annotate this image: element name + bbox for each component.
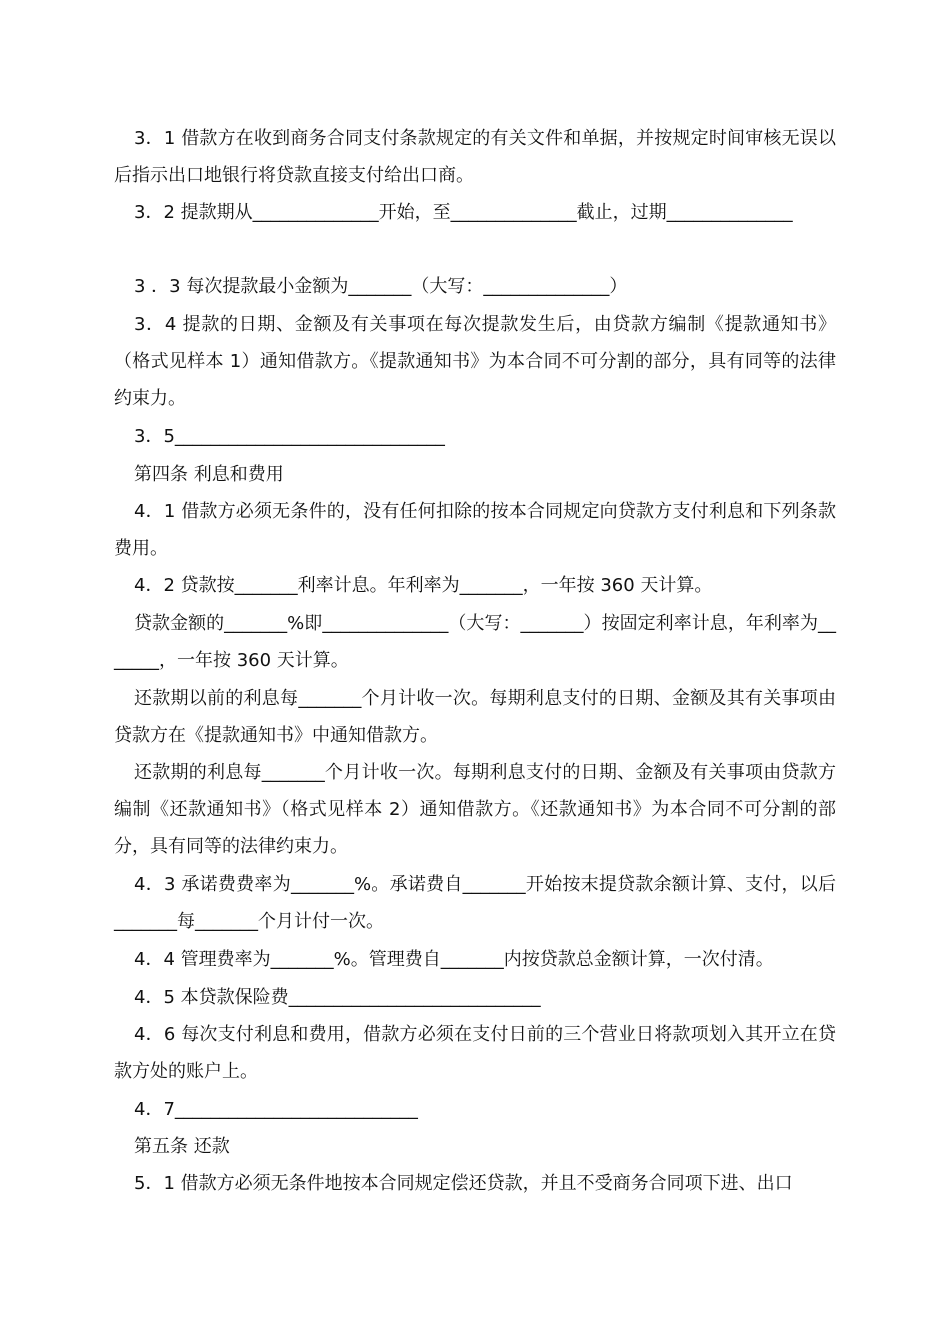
clause-4-3: 4．3 承诺费费率为_______%。承诺费自_______开始按末提贷款余额计算、支付，以后_______每_______个月计付一次。 [114,874,836,932]
clause-3-1: 3．1 借款方在收到商务合同支付条款规定的有关文件和单据，并按规定时间审核无误以后指示出口地银行将贷款直接支付给出口商。 [114,128,836,186]
clause-3-4: 3．4 提款的日期、金额及有关事项在每次提款发生后，由贷款方编制《提款通知书》（格式见样本 1）通知借款方。《提款通知书》为本合同不可分割的部分，具有同等的法律约束力。 [114,314,836,409]
clause-4-2-repayment-interest: 还款期的利息每_______个月计收一次。每期利息支付的日期、金额及有关事项由贷款方编制《还款通知书》（格式见样本 2）通知借款方。《还款通知书》为本合同不可分割的部分，具有同等的法律约束力。 [114,762,836,857]
clause-5-1: 5．1 借款方必须无条件地按本合同规定偿还贷款，并且不受商务合同项下进、出口 [134,1173,793,1194]
clause-4-1: 4．1 借款方必须无条件的，没有任何扣除的按本合同规定向贷款方支付利息和下列条款费用。 [114,501,836,559]
clause-4-2: 4．2 贷款按_______利率计息。年利率为_______，一年按 360 天计算。 [134,575,713,596]
article-5-heading: 第五条 还款 [134,1136,230,1157]
clause-4-5: 4．5 本贷款保险费____________________________ [134,987,541,1008]
article-4-heading: 第四条 利息和费用 [134,464,284,485]
clause-4-7: 4．7___________________________ [134,1099,418,1120]
clause-3-5: 3．5______________________________ [134,426,445,447]
clause-4-2-pre-repayment-interest: 还款期以前的利息每_______个月计收一次。每期利息支付的日期、金额及其有关事项由贷款方在《提款通知书》中通知借款方。 [114,688,836,746]
clause-4-4: 4．4 管理费率为_______%。管理费自_______内按贷款总金额计算，一次付清。 [134,949,774,970]
clause-3-2: 3．2 提款期从______________开始，至______________截止，过期______________ [134,202,793,223]
clause-4-6: 4．6 每次支付利息和费用，借款方必须在支付日前的三个营业日将款项划入其开立在贷款方处的账户上。 [114,1024,836,1082]
clause-4-2-fixed-rate: 贷款金额的_______%即______________（大写：_______）按固定利率计息，年利率为_______，一年按 360 天计算。 [114,613,836,671]
clause-3-3: 3 ．3 每次提款最小金额为_______（大写：______________） [134,276,628,297]
